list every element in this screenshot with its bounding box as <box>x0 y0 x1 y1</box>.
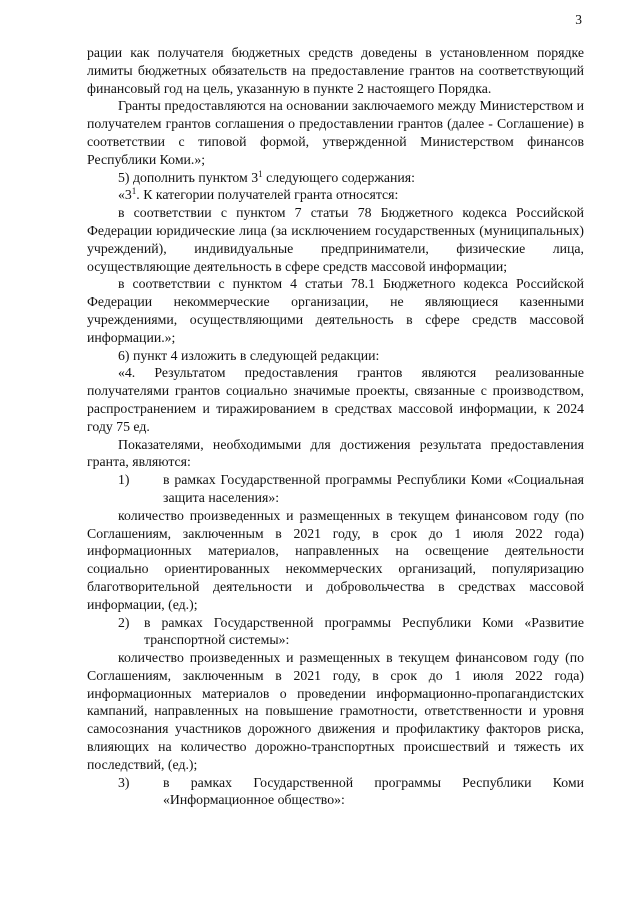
list-item-3 <box>87 774 584 810</box>
list-heading-2: в рамках Государственной программы Республики Коми «Развитие транспортной системы»: <box>144 614 584 648</box>
paragraph-article-78: в соответствии с пунктом 7 статьи 78 Бюджетного кодекса Российской Федерации юридические лица (за исключением государственных (муниципальных) учреждений), индивидуальные предприниматели, физические лица, осуществляющие деятельность в сфере средств массовой информации; <box>87 205 584 274</box>
paragraph-article-78-1: в соответствии с пунктом 4 статьи 78.1 Бюджетного кодекса Российской Федерации некоммерческие организации, не являющиеся казенными учреждениями, осуществляющими деятельность в сфере средств массовой информации.»; <box>87 276 584 345</box>
list-number-3: 3) <box>118 774 130 790</box>
paragraph-indicator-2: количество произведенных и размещенных в текущем финансовом году (по Соглашениям, заключенным в 2021 году, в срок до 1 июля 2022 года) информационных материалов о проведении информационно-пропагандистских кампаний, направленных на повышение грамотности, ответственности и уровня самосознания участников дорожного движения и профилактику факторов риска, влияющих на количество дорожно-транспортных происшествий и тяжесть их последствий, (ед.); <box>87 650 584 772</box>
paragraph-grants-basis: Гранты предоставляются на основании заключаемого между Министерством и получателем грантов соглашения о предоставлении грантов (далее - Соглашение) в соответствии с типовой формой, утвержденной Министерством финансов Республики Коми.»; <box>87 98 584 167</box>
paragraph-amendment-5: 5) дополнить пунктом $3^1$ следующего содержания: <box>118 168 415 185</box>
paragraph-continuation: рации как получателя бюджетных средств доведены в установленном порядке лимиты бюджетных обязательств на предоставление грантов на соответствующий финансовый год на цель, указанную в пункте 2 настоящего Порядка. <box>87 45 584 96</box>
document-body <box>87 44 584 809</box>
paragraph-amendment-6: 6) пункт 4 изложить в следующей редакции: <box>118 347 380 363</box>
list-heading-1: в рамках Государственной программы Республики Коми «Социальная защита населения»: <box>163 472 584 505</box>
list-number-2: 2) <box>118 614 130 630</box>
list-item-1 <box>87 471 584 507</box>
paragraph-indicator-1: количество произведенных и размещенных в текущем финансовом году (по Соглашениям, заключенным в 2021 году, в срок до 1 июля 2022 года) информационных материалов, направленных на освещение деятельности социально ориентированных некоммерческих организаций, популяризацию благотворительной деятельности и добровольчества в средствах массовой информации, (ед.); <box>87 507 584 612</box>
list-heading-3: в рамках Государственной программы Республики Коми «Информационное общество»: <box>163 774 584 808</box>
paragraph-clause-4: «4. Результатом предоставления грантов являются реализованные получателями грантов социально значимые проекты, связанные с производством, распространением и тиражированием в средствах массовой информации, к 2024 году 75 ед. <box>87 365 584 434</box>
list-number-1: 1) <box>118 472 130 488</box>
page-number: 3 <box>575 12 582 27</box>
paragraph-clause-3-1: «$3^1$. К категории получателей гранта относятся: <box>118 186 399 203</box>
paragraph-indicators: Показателями, необходимыми для достижения результата предоставления гранта, являются: <box>87 436 584 470</box>
list-item-2 <box>87 614 584 650</box>
